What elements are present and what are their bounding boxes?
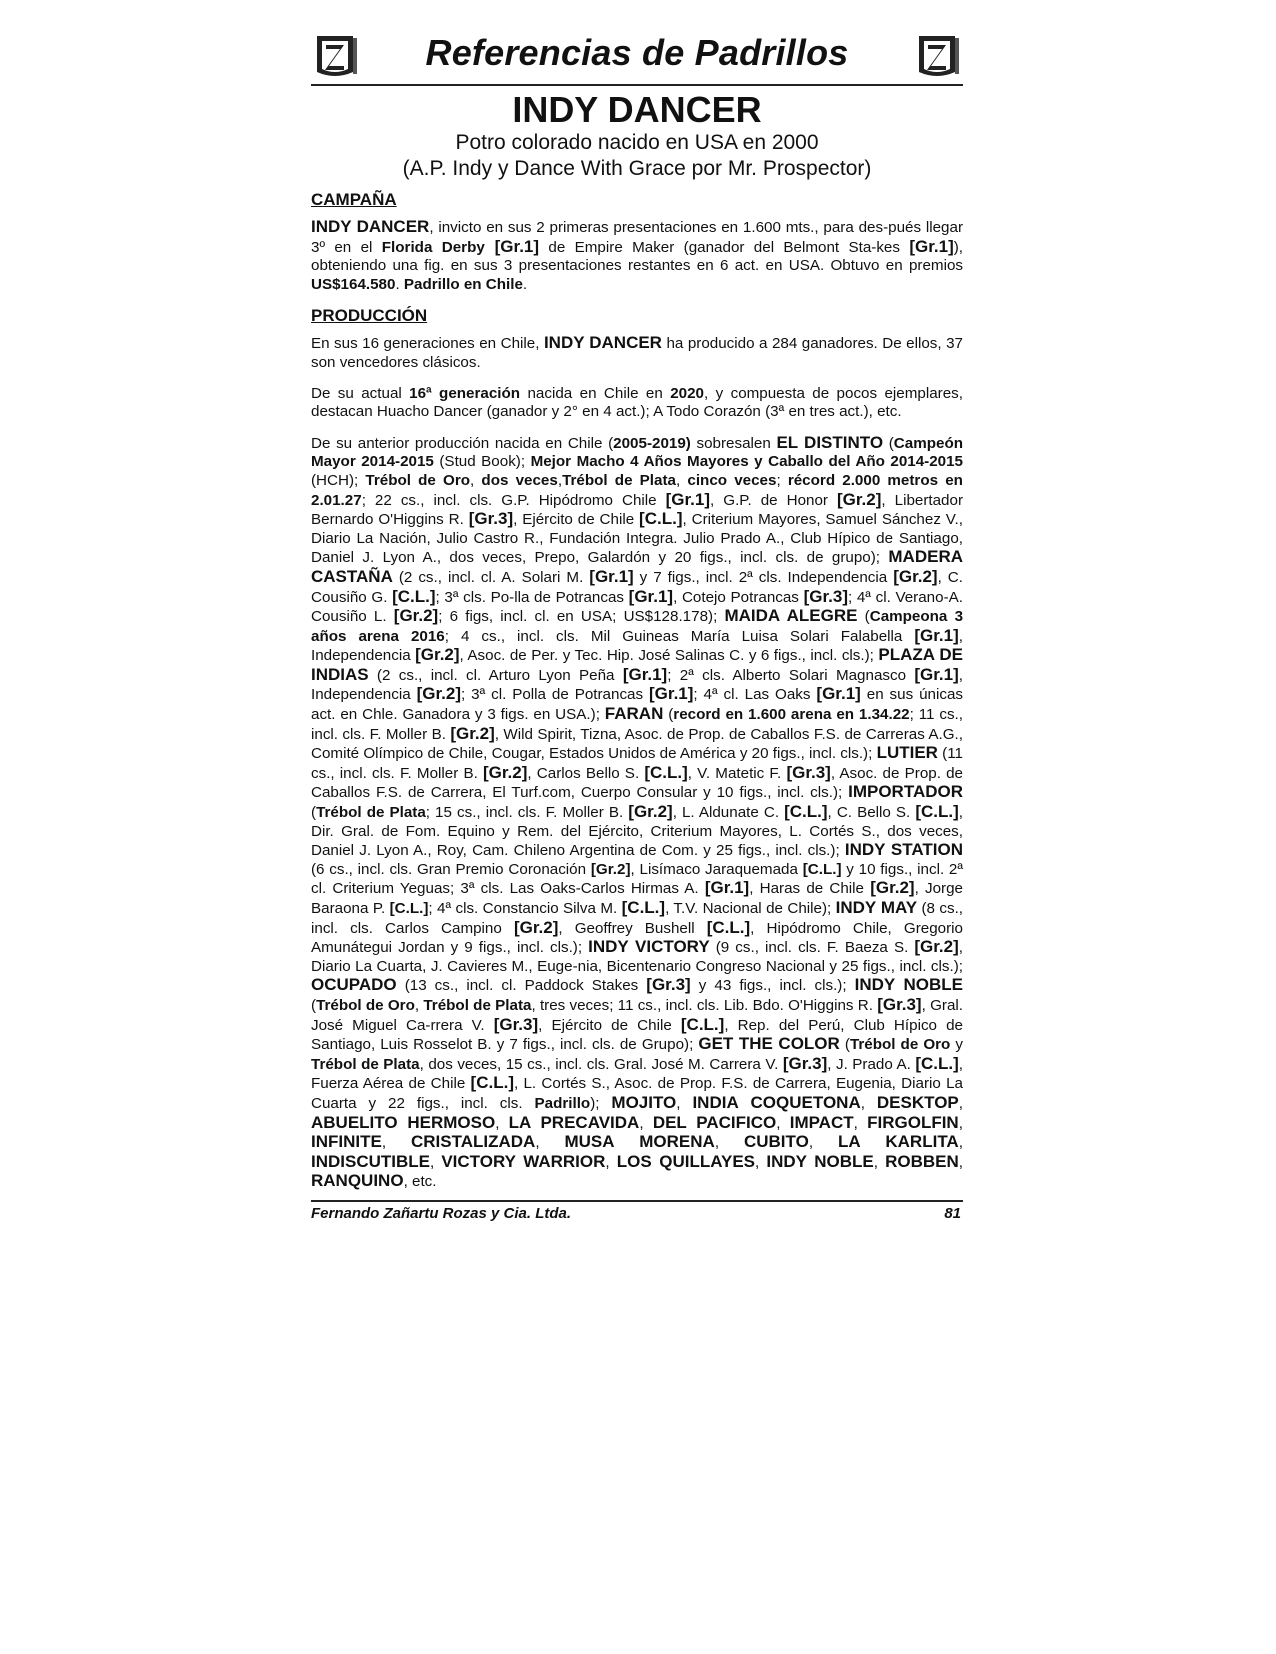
header-title: Referencias de Padrillos [425, 32, 849, 73]
horse-pedigree: (A.P. Indy y Dance With Grace por Mr. Prospector) [402, 157, 872, 180]
page-number: 81 [944, 1204, 961, 1222]
document-page [311, 28, 963, 1227]
page-header [311, 28, 963, 86]
produccion-paragraph-3: De su anterior producción nacida en Chile (2005-2019) sobresalen EL DISTINTO (Campeón Mayor 2014-2015 (Stud Book); Mejor Macho 4 Años Mayores y Caballo del Año 2014-2015 (HCH); Trébol de Oro, dos veces,Trébol de Plata, cinco veces; récord 2.000 metros en 2.01.27; 22 cs., incl. cls. G.P. Hipódromo Chile [Gr.1], G.P. de Honor [Gr.2], Libertador Bernardo O'Higgins R. [Gr.3], Ejército de Chile [C.L.], Criterium Mayores, Samuel Sánchez V., Diario La Nación, Julio Castro R., Fundación Integra. Julio Prado A., Club Hípico de Santiago, Daniel J. Lyon A., dos veces, Prepo, Galardón y 20 figs., incl. cls. de grupo); MADERA CASTAÑA (2 cs., incl. cl. A. Solari M. [Gr.1] y 7 figs., incl. 2ª cls. Independencia [Gr.2], C. Cousiño G. [C.L.]; 3ª cls. Po-lla de Potrancas [Gr.1], Cotejo Potrancas [Gr.3]; 4ª cl. Verano-A. Cousiño L. [Gr.2]; 6 figs, incl. cl. en USA; US$128.178); MAIDA ALEGRE (Campeona 3 años arena 2016; 4 cs., incl. cls. Mil Guineas María Luisa Solari Falabella [Gr.1], Independencia [Gr.2], Asoc. de Per. y Tec. Hip. José Salinas C. y 6 figs., incl. cls.); PLAZA DE INDIAS (2 cs., incl. cl. Arturo Lyon Peña [Gr.1]; 2ª cls. Alberto Solari Magnasco [Gr.1], Independencia [Gr.2]; 3ª cl. Polla de Potrancas [Gr.1]; 4ª cl. Las Oaks [Gr.1] en sus únicas act. en Chle. Ganadora y 3 figs. en USA.); FARAN (record en 1.600 arena en 1.34.22; 11 cs., incl. cls. F. Moller B. [Gr.2], Wild Spirit, Tizna, Asoc. de Prop. de Caballos F.S. de Carreras A.G., Comité Olímpico de Chile, Cougar, Estados Unidos de América y 20 figs., incl. cls.); LUTIER (11 cs., incl. cls. F. Moller B. [Gr.2], Carlos Bello S. [C.L.], V. Matetic F. [Gr.3], Asoc. de Prop. de Caballos F.S. de Carrera, El Turf.com, Cuerpo Consular y 10 figs., incl. cls.); IMPORTADOR (Trébol de Plata; 15 cs., incl. cls. F. Moller B. [Gr.2], L. Aldunate C. [C.L.], C. Bello S. [C.L.], Dir. Gral. de Fom. Equino y Rem. del Ejército, Criterium Mayores, L. Cortés S., dos veces, Daniel J. Lyon A., Roy, Cam. Chileno Argentina de Com. y 25 figs., incl. cls.); INDY STATION (6 cs., incl. cls. Gran Premio Coronación [Gr.2], Lisímaco Jaraquemada [C.L.] y 10 figs., incl. 2ª cl. Criterium Yeguas; 3ª cls. Las Oaks-Carlos Hirmas A. [Gr.1], Haras de Chile [Gr.2], Jorge Baraona P. [C.L.]; 4ª cls. Constancio Silva M. [C.L.], T.V. Nacional de Chile); INDY MAY (8 cs., incl. cls. Carlos Campino [Gr.2], Geoffrey Bushell [C.L.], Hipódromo Chile, Gregorio Amunátegui Jordan y 9 figs., incl. cls.); INDY VICTORY (9 cs., incl. cls. F. Baeza S. [Gr.2], Diario La Cuarta, J. Cavieres M., Euge-nia, Bicentenario Congreso Nacional y 25 figs., incl. cls.); OCUPADO (13 cs., incl. cl. Paddock Stakes [Gr.3] y 43 figs., incl. cls.); INDY NOBLE (Trébol de Oro, Trébol de Plata, tres veces; 11 cs., incl. cls. Lib. Bdo. O'Higgins R. [Gr.3], Gral. José Miguel Ca-rrera V. [Gr.3], Ejército de Chile [C.L.], Rep. del Perú, Club Hípico de Santiago, Luis Rosselot B. y 7 figs., incl. cls. de Grupo); GET THE COLOR (Trébol de Oro y Trébol de Plata, dos veces, 15 cs., incl. cls. Gral. José M. Carrera V. [Gr.3], J. Prado A. [C.L.], Fuerza Aérea de Chile [C.L.], L. Cortés S., Asoc. de Prop. F.S. de Carrera, Eugenia, Diario La Cuarta y 22 figs., incl. cls. Padrillo); MOJITO, INDIA COQUETONA, DESKTOP, ABUELITO HERMOSO, LA PRECAVIDA, DEL PACIFICO, IMPACT, FIRGOLFIN, INFINITE, CRISTALIZADA, MUSA MORENA, CUBITO, LA KARLITA, INDISCUTIBLE, VICTORY WARRIOR, LOS QUILLAYES, INDY NOBLE, ROBBEN, RANQUINO, etc. [311, 432, 964, 1191]
footer-company: Fernando Zañartu Rozas y Cia. Ltda. [311, 1204, 572, 1222]
horse-name: INDY DANCER [512, 89, 762, 130]
section-heading-produccion: PRODUCCIÓN [311, 306, 428, 326]
section-heading-campana: CAMPAÑA [311, 190, 397, 209]
horse-description: Potro colorado nacido en USA en 2000 [455, 131, 819, 154]
zanartu-logo-icon [915, 32, 961, 80]
produccion-paragraph-1: En sus 16 generaciones en Chile, INDY DANCER ha producido a 284 ganadores. De ellos, 37 son vencedores clásicos. [311, 333, 963, 371]
page-footer [311, 1200, 963, 1227]
produccion-paragraph-2: De su actual 16ª generación nacida en Chile en 2020, y compuesta de pocos ejemplares, destacan Huacho Dancer (ganador y 2° en 4 act.); A Todo Corazón (3ª en tres act.), etc. [311, 384, 963, 421]
campana-paragraph: INDY DANCER, invicto en sus 2 primeras presentaciones en 1.600 mts., para des-pués llegar 3º en el Florida Derby [Gr.1] de Empire Maker (ganador del Belmont Sta-kes [Gr.1]), obteniendo una fig. en sus 3 presentaciones restantes en 6 act. en USA. Obtuvo en premios US$164.580. Padrillo en Chile. [311, 217, 964, 293]
